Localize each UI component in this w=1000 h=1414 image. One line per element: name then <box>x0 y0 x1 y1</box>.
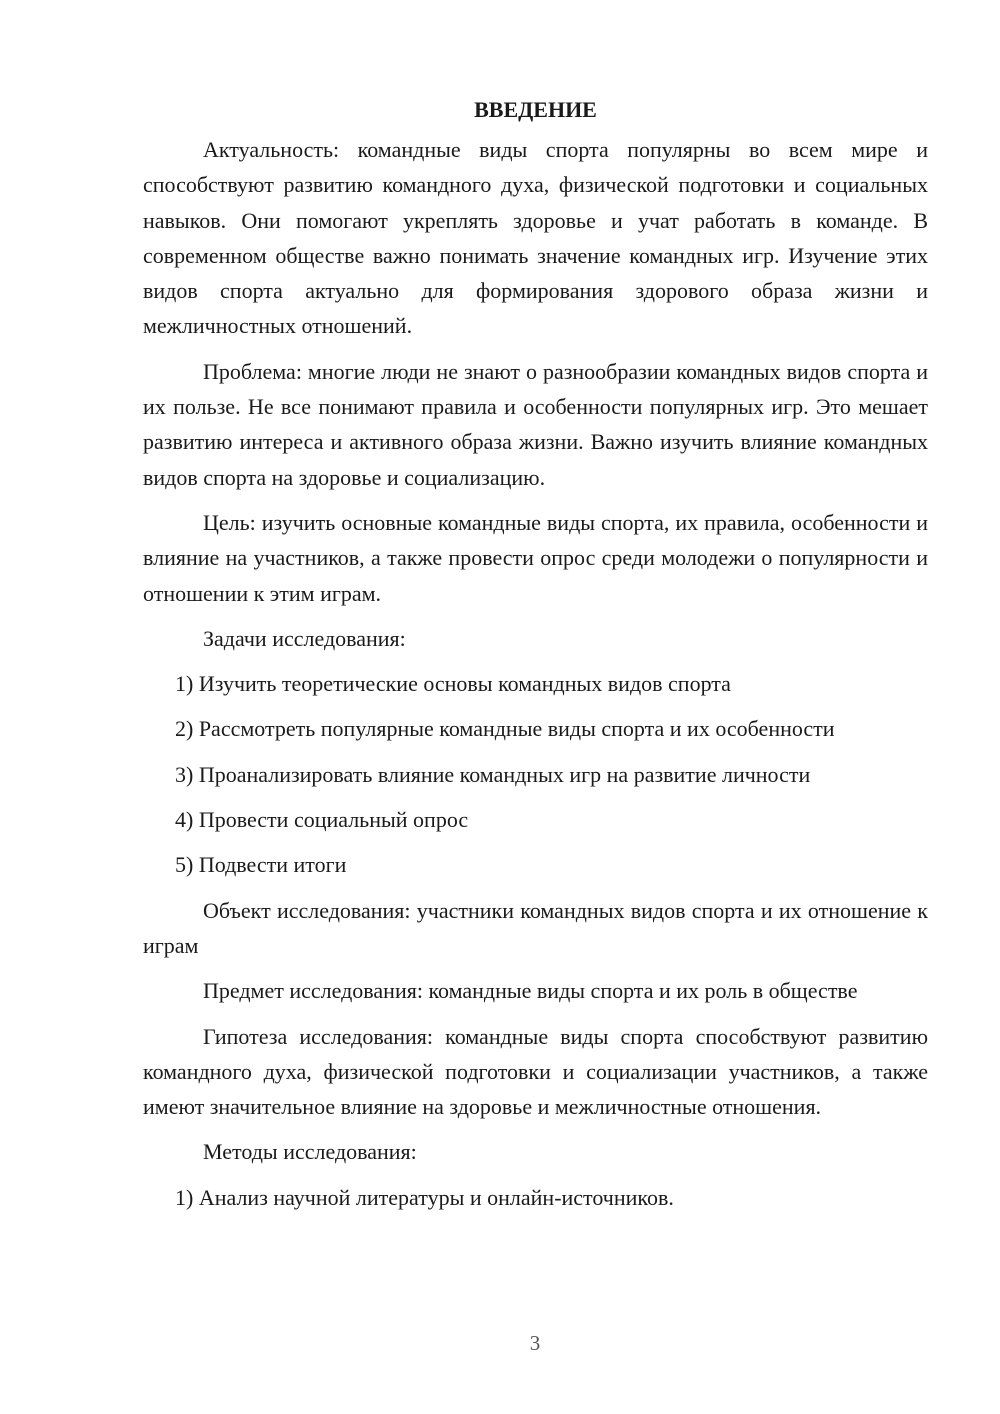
tasks-heading: Задачи исследования: <box>203 625 406 651</box>
relevance-paragraph: Актуальность: командные виды спорта популярны во всем мире и способствуют развитию командного духа, физической подготовки и социальных навыков. Они помогают укреплять здоровье и учат работать в команде. В современном обществе важно понимать значение командных игр. Изучение этих видов спорта актуально для формирования здорового образа жизни и межличностных отношений. <box>143 137 928 339</box>
object-paragraph: Объект исследования: участники командных видов спорта и их отношение к играм <box>143 897 928 958</box>
list-item: 4) Провести социальный опрос <box>175 807 469 833</box>
subject-paragraph: Предмет исследования: командные виды спорта и их роль в обществе <box>203 978 858 1004</box>
list-item: 2) Рассмотреть популярные командные виды спорта и их особенности <box>175 716 835 742</box>
hypothesis-paragraph: Гипотеза исследования: командные виды спорта способствуют развитию командного духа, физической подготовки и социализации участников, а также имеют значительное влияние на здоровье и межличностные отношения. <box>143 1023 928 1120</box>
list-item: 1) Изучить теоретические основы командных видов спорта <box>175 671 731 697</box>
document-page <box>143 92 928 1225</box>
problem-paragraph: Проблема: многие люди не знают о разнообразии командных видов спорта и их пользе. Не все понимают правила и особенности популярных игр. Это мешает развитию интереса и активного образа жизни. Важно изучить влияние командных видов спорта на здоровье и социализацию. <box>143 358 928 490</box>
list-item: 3) Проанализировать влияние командных игр на развитие личности <box>175 761 811 787</box>
page-number: 3 <box>529 1331 541 1355</box>
page-title: ВВЕДЕНИЕ <box>474 97 597 122</box>
methods-heading: Методы исследования: <box>203 1139 417 1165</box>
list-item: 5) Подвести итоги <box>175 852 347 878</box>
list-item: 1) Анализ научной литературы и онлайн-источников. <box>175 1184 674 1210</box>
goal-paragraph: Цель: изучить основные командные виды спорта, их правила, особенности и влияние на участников, а также провести опрос среди молодежи о популярности и отношении к этим играм. <box>143 509 928 606</box>
